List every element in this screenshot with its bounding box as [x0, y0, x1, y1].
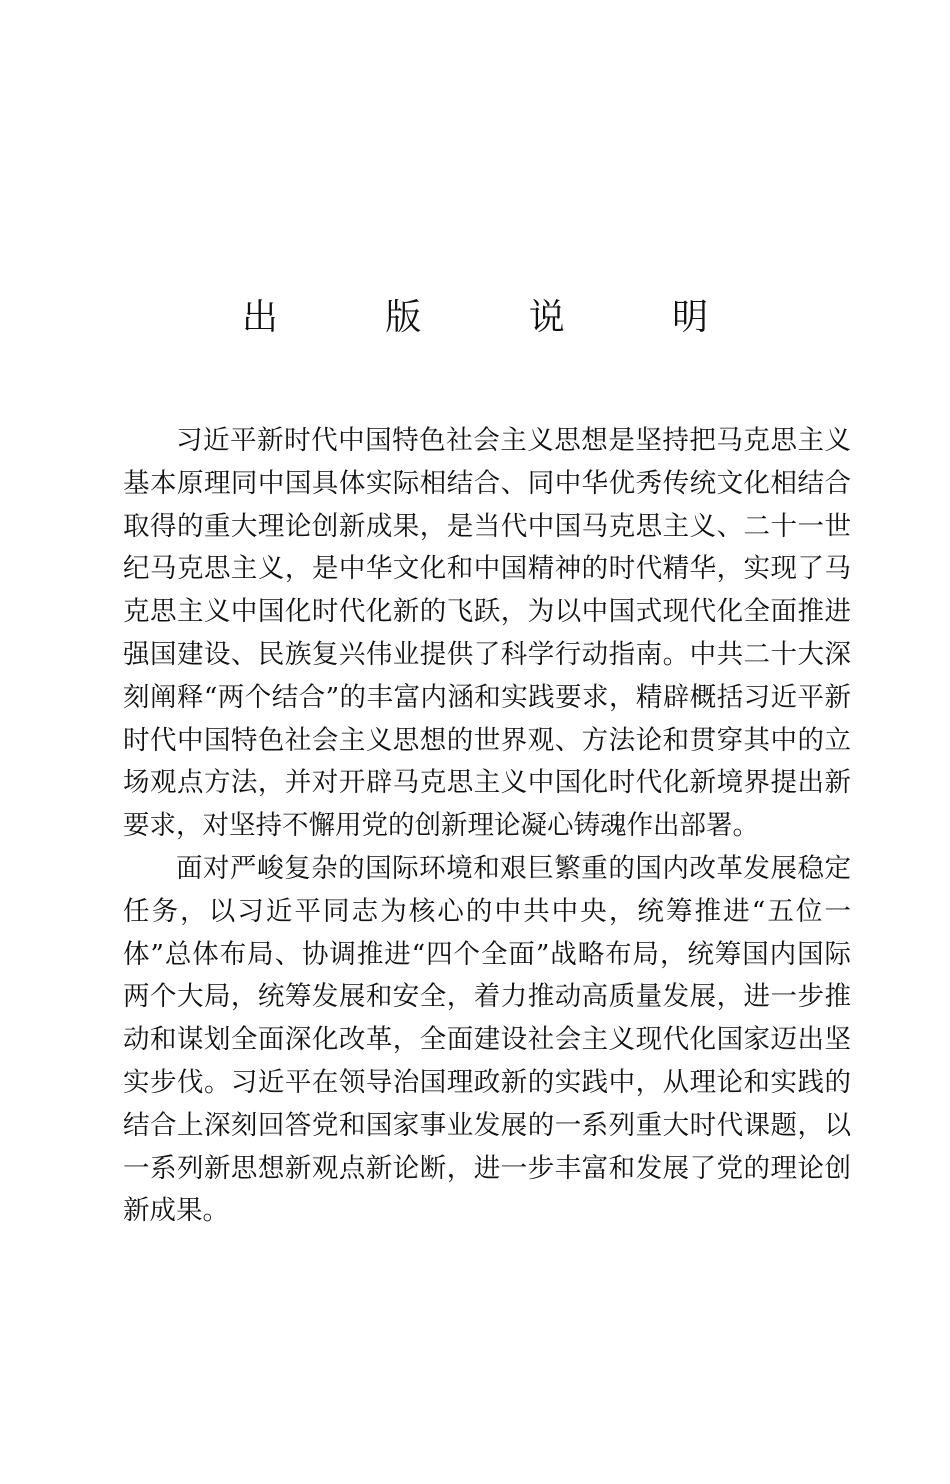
paragraph-1: 习近平新时代中国特色社会主义思想是坚持把马克思主义基本原理同中国具体实际相结合、同中华优秀传统文化相结合取得的重大理论创新成果，是当代中国马克思主义、二十一世纪马克思主义，是中华文化和中国精神的时代精华，实现了马克思主义中国化时代化新的飞跃，为以中国式现代化全面推进强国建设、民族复兴伟业提供了科学行动指南。中共二十大深刻阐释“两个结合”的丰富内涵和实践要求，精辟概括习近平新时代中国特色社会主义思想的世界观、方法论和贯穿其中的立场观点方法，并对开辟马克思主义中国化时代化新境界提出新要求，对坚持不懈用党的创新理论凝心铸魂作出部署。	[123, 425, 851, 842]
body-text	[123, 420, 851, 1233]
paragraph-2: 面对严峻复杂的国际环境和艰巨繁重的国内改革发展稳定任务，以习近平同志为核心的中共中央，统筹推进“五位一体”总体布局、协调推进“四个全面”战略布局，统筹国内国际两个大局，统筹发展和安全，着力推动高质量发展，进一步推动和谋划全面深化改革，全面建设社会主义现代化国家迈出坚实步伐。习近平在领导治国理政新的实践中，从理论和实践的结合上深刻回答党和国家事业发展的一系列重大时代课题，以一系列新思想新观点新论断，进一步丰富和发展了党的理论创新成果。	[123, 852, 851, 1227]
page-title: 出 版 说 明	[241, 297, 757, 338]
